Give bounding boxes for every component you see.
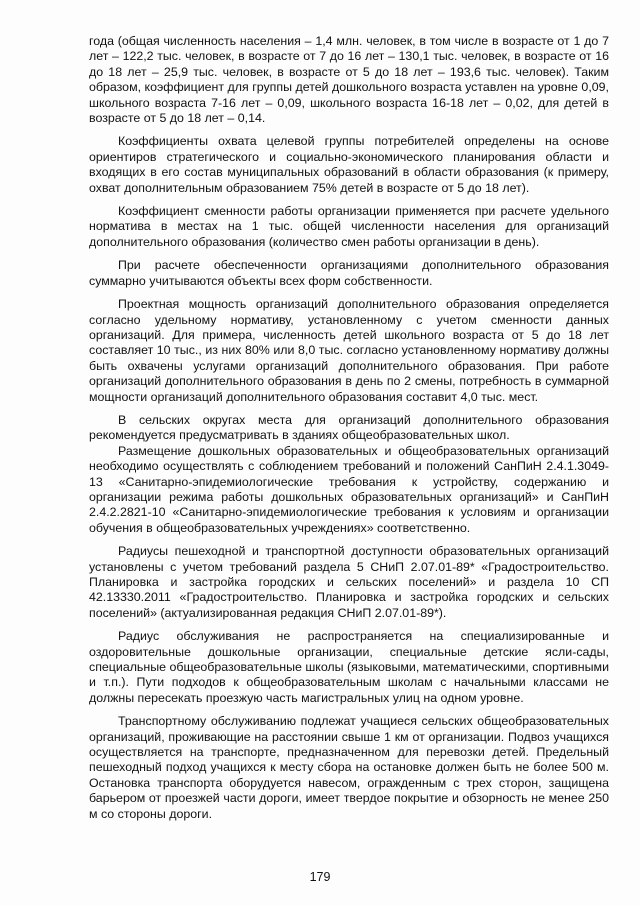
paragraph-transport-service: Транспортному обслуживанию подлежат учащиеся сельских общеобразовательных организаций, проживающие на расстоянии свыше 1 км от организации. Подвоз учащихся осуществляется на транспорте, предназначенном для перевозки детей. Предельный пешеходный подход учащихся к месту сбора на остановке должен быть не более 500 м. Остановка транспорта оборудуется навесом, огражденным с трех сторон, защищена барьером от проезжей части дороги, имеет твердое покрытие и обзорность не менее 250 м со стороны дороги. [89,714,609,821]
body-text [89,34,609,830]
paragraph-coverage-coefficients: Коэффициенты охвата целевой группы потребителей определены на основе ориентиров стратегического и социально-экономического планирования области и входящих в его состав муниципальных образований в области образования (к примеру, охват дополнительным образованием 75% детей в возрасте от 5 до 18 лет). [89,134,609,195]
paragraph-placement-requirements: Размещение дошкольных образовательных и общеобразовательных организаций необходимо осуществлять с соблюдением требований и положений СанПиН 2.4.1.3049-13 «Санитарно-эпидемиологические требования к устройству, содержанию и организации режима работы дошкольных образовательных организаций» и СанПиН 2.4.2.2821-10 «Санитарно-эпидемиологические требования к условиям и организации обучения в общеобразовательных учреждениях» соответственно. [89,443,609,535]
paragraph-rural-districts: В сельских округах места для организаций дополнительного образования рекомендуется предусматривать в зданиях общеобразовательных школ. [89,412,609,443]
paragraph-ownership-forms: При расчете обеспеченности организациями дополнительного образования суммарно учитываются объекты всех форм собственности. [89,258,609,288]
paragraph-design-capacity: Проектная мощность организаций дополнительного образования определяется согласно удельному нормативу, установленному с учетом сменности данных организаций. Для примера, численность детей школьного возраста от 5 до 18 лет составляет 10 тыс., из них 80% или 8,0 тыс. согласно установленному нормативу должны быть охвачены услугами организаций дополнительного образования. При работе организаций дополнительного образования в день по 2 смены, потребность в суммарной мощности организаций дополнительного образования составит 4,0 тыс. мест. [89,297,609,404]
paragraph-accessibility-radius: Радиусы пешеходной и транспортной доступности образовательных организаций установлены с учетом требований раздела 5 СНиП 2.07.01-89* «Градостроительство. Планировка и застройка городских и сельских поселений» и раздела 10 СП 42.13330.2011 «Градостроительство. Планировка и застройка городских и сельских поселений» (актуализированная редакция СНиП 2.07.01-89*). [89,544,609,620]
paragraph-shift-coefficient: Коэффициент сменности работы организации применяется при расчете удельного норматива в местах на 1 тыс. общей численности населения для организаций дополнительного образования (количество смен работы организации в день). [89,204,609,249]
page-number: 179 [309,870,331,884]
paragraph-population-coefficients: года (общая численность населения – 1,4 млн. человек, в том числе в возрасте от 1 до 7 лет – 122,2 тыс. человек, в возрасте от 7 до 16 лет – 130,1 тыс. человек, в возрасте от 16 до 18 лет – 25,9 тыс. человек, в возрасте от 5 до 18 лет – 193,6 тыс. человек). Таким образом, коэффициент для группы детей дошкольного возраста уставлен на уровне 0,09, школьного возраста 7-16 лет – 0,09, школьного возраста 16-18 лет – 0,02, для детей в возрасте от 5 до 18 лет – 0,14. [89,34,609,126]
paragraph-service-radius: Радиус обслуживания не распространяется на специализированные и оздоровительные дошкольные организации, специальные детские ясли-сады, специальные общеобразовательные школы (языковыми, математическими, спортивными и т.п.). Пути подходов к общеобразовательным школам с начальными классами не должны пересекать проезжую часть магистральных улиц на одном уровне. [89,629,609,705]
